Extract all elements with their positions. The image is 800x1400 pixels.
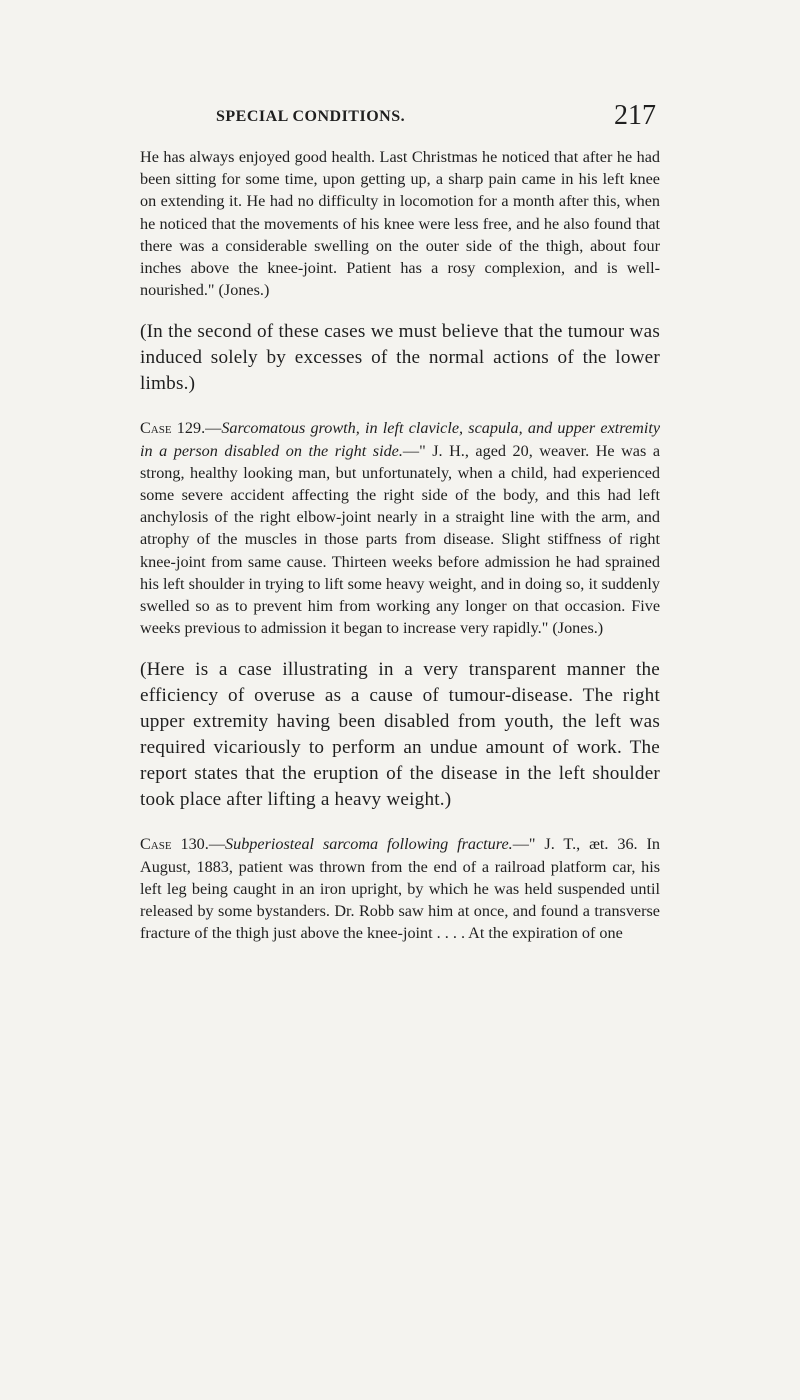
case-129-title: Sarcomatous growth, in left clavicle, scapula, and upper extremity in a person disabled on the right side. xyxy=(140,419,660,460)
paragraph-case-128-end: He has always enjoyed good health. Last Christmas he noticed that after he had been sitting for some time, upon getting up, a sharp pain came in his left knee on extending it. He had no difficulty in locomotion for a month after this, when he noticed that the movements of his knee were less free, and he also found that there was a considerable swelling on the outer side of the thigh, about four inches above the knee-joint. Patient has a rosy complexion, and is well-nourished." (Jones.) xyxy=(140,148,660,300)
page-number: 217 xyxy=(614,100,656,131)
case-130-label: Case 130.— xyxy=(140,835,226,854)
page-body xyxy=(140,146,660,944)
book-page xyxy=(140,0,660,943)
commentary-case-129: (Here is a case illustrating in a very transparent manner the efficiency of overuse as a cause of tumour-disease. The right upper extremity having been disabled from youth, the left was required vicariously to perform an undue amount of work. The report states that the eruption of the disease in the left shoulder took place after lifting a heavy weight.) xyxy=(140,659,660,811)
case-129-body: —" J. H., aged 20, weaver. He was a strong, healthy looking man, but unfortunately, when a child, had experienced some severe accident affecting the right side of the body, and this had left anchylosis of the right elbow-joint nearly in a straight line with the arm, and atrophy of the muscles in those parts from disease. Slight stiffness of right knee-joint from same cause. Thirteen weeks before admission he had sprained his left shoulder in trying to lift some heavy weight, and in doing so, it suddenly swelled so as to prevent him from working any longer on that occasion. Five weeks previous to admission it began to increase very rapidly." (Jones.) xyxy=(140,441,660,638)
paragraph-case-129 xyxy=(140,417,660,639)
commentary-case-128: (In the second of these cases we must believe that the tumour was induced solely by excesses of the normal actions of the lower limbs.) xyxy=(140,321,660,395)
paragraph-case-130 xyxy=(140,833,660,944)
case-130-title: Subperiosteal sarcoma following fracture. xyxy=(225,835,513,854)
case-129-label: Case 129.— xyxy=(140,419,222,438)
running-title: SPECIAL CONDITIONS. xyxy=(216,108,406,125)
running-head xyxy=(140,0,660,131)
case-130-body: —" J. T., æt. 36. In August, 1883, patient was thrown from the end of a railroad platform car, his left leg being caught in an iron upright, by which he was held suspended until released by some bystanders. Dr. Robb saw him at once, and found a transverse fracture of the thigh just above the knee-joint . . . . At the expiration of one xyxy=(140,835,660,943)
